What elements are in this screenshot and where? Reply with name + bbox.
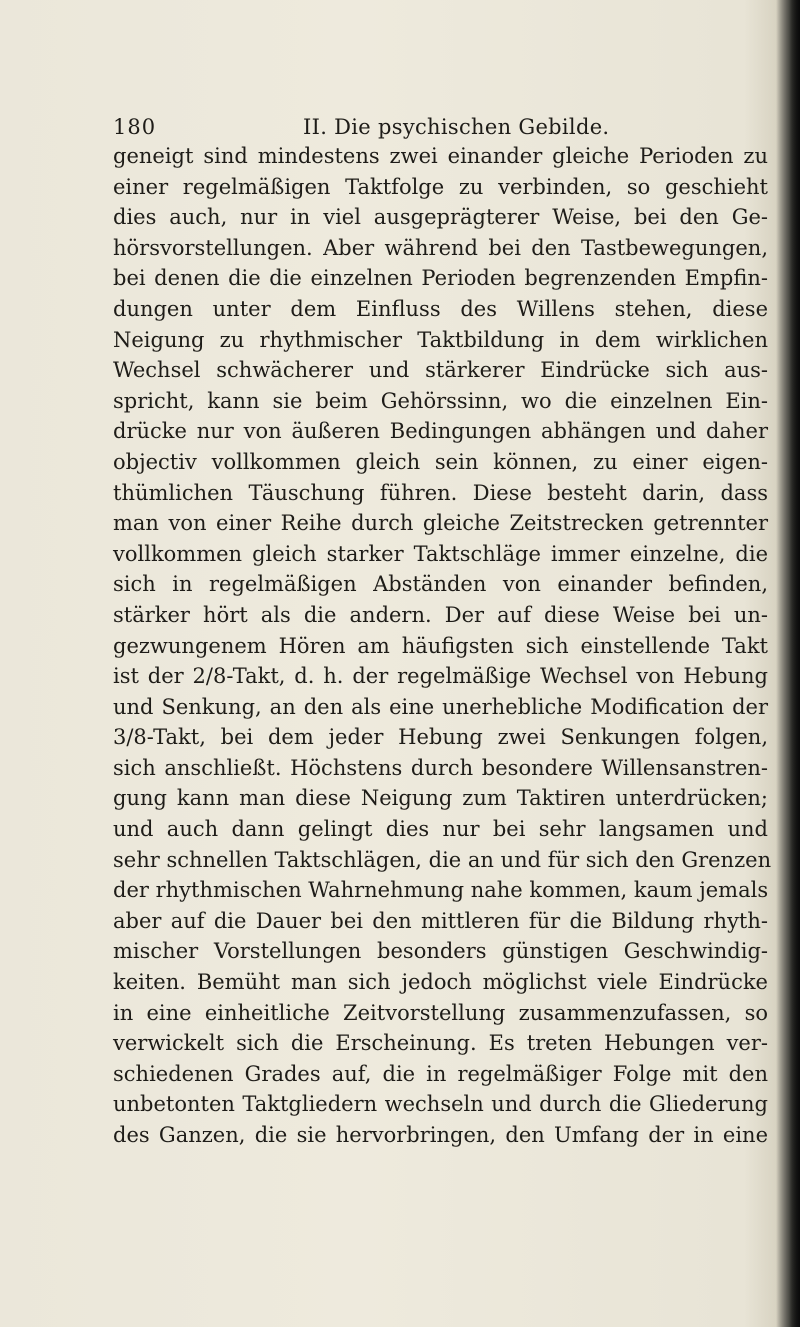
text-line: aber auf die Dauer bei den mittleren für die Bildung rhyth-: [113, 908, 768, 933]
text-line: gung kann man diese Neigung zum Taktiren unterdrücken;: [113, 786, 768, 811]
body-text: [113, 141, 772, 1151]
text-line: dungen unter dem Einfluss des Willens stehen, diese: [113, 296, 768, 321]
text-line: objectiv vollkommen gleich sein können, zu einer eigen-: [113, 449, 768, 474]
text-line: bei denen die die einzelnen Perioden begrenzenden Empfin-: [113, 266, 768, 291]
text-line: unbetonten Taktgliedern wechseln und durch die Gliederung: [113, 1092, 768, 1117]
text-line: geneigt sind mindestens zwei einander gleiche Perioden zu: [113, 144, 768, 168]
text-line: ist der 2/8-Takt, d. h. der regelmäßige Wechsel von Hebung: [113, 664, 768, 689]
text-line: Wechsel schwächerer und stärkerer Eindrücke sich aus-: [113, 358, 768, 383]
text-line: gezwungenem Hören am häufigsten sich einstellende Takt: [113, 633, 768, 658]
text-line: und Senkung, an den als eine unerhebliche Modification der: [113, 694, 768, 719]
text-line: stärker hört als die andern. Der auf diese Weise bei un-: [113, 602, 768, 627]
page-edge-shadow: [776, 0, 800, 1327]
text-line: sich in regelmäßigen Abständen von einander befinden,: [113, 572, 768, 597]
text-line: thümlichen Täuschung führen. Diese besteht darin, dass: [113, 480, 768, 505]
text-line: spricht, kann sie beim Gehörssinn, wo die einzelnen Ein-: [113, 388, 768, 413]
text-line: sehr schnellen Taktschlägen, die an und für sich den Grenzen: [113, 847, 772, 872]
text-line: schiedenen Grades auf, die in regelmäßiger Folge mit den: [113, 1061, 768, 1086]
text-line: dies auch, nur in viel ausgeprägterer Weise, bei den Ge-: [113, 205, 768, 230]
text-line: und auch dann gelingt dies nur bei sehr langsamen und: [113, 817, 768, 842]
text-line: in eine einheitliche Zeitvorstellung zusammenzufassen, so: [113, 1000, 768, 1025]
text-line: vollkommen gleich starker Taktschläge immer einzelne, die: [113, 541, 768, 566]
text-line: des Ganzen, die sie hervorbringen, den Umfang der in eine: [113, 1123, 768, 1147]
text-line: der rhythmischen Wahrnehmung nahe kommen, kaum jemals: [113, 878, 769, 903]
text-line: Neigung zu rhythmischer Taktbildung in dem wirklichen: [113, 327, 768, 352]
text-line: verwickelt sich die Erscheinung. Es treten Hebungen ver-: [113, 1031, 768, 1056]
running-title: II. Die psychischen Gebilde.: [303, 115, 610, 139]
page-number: 180: [113, 115, 157, 139]
running-head: [113, 112, 753, 142]
text-line: einer regelmäßigen Taktfolge zu verbinden, so geschieht: [113, 174, 768, 199]
text-line: keiten. Bemüht man sich jedoch möglichst viele Eindrücke: [113, 970, 768, 995]
text-line: sich anschließt. Höchstens durch besondere Willensanstren-: [113, 755, 768, 780]
text-line: man von einer Reihe durch gleiche Zeitstrecken getrennter: [113, 511, 768, 536]
text-line: hörsvorstellungen. Aber während bei den Tastbewegungen,: [113, 235, 768, 260]
text-line: 3/8-Takt, bei dem jeder Hebung zwei Senkungen folgen,: [113, 725, 768, 750]
text-line: mischer Vorstellungen besonders günstigen Geschwindig-: [113, 939, 768, 964]
text-line: drücke nur von äußeren Bedingungen abhängen und daher: [113, 419, 768, 444]
